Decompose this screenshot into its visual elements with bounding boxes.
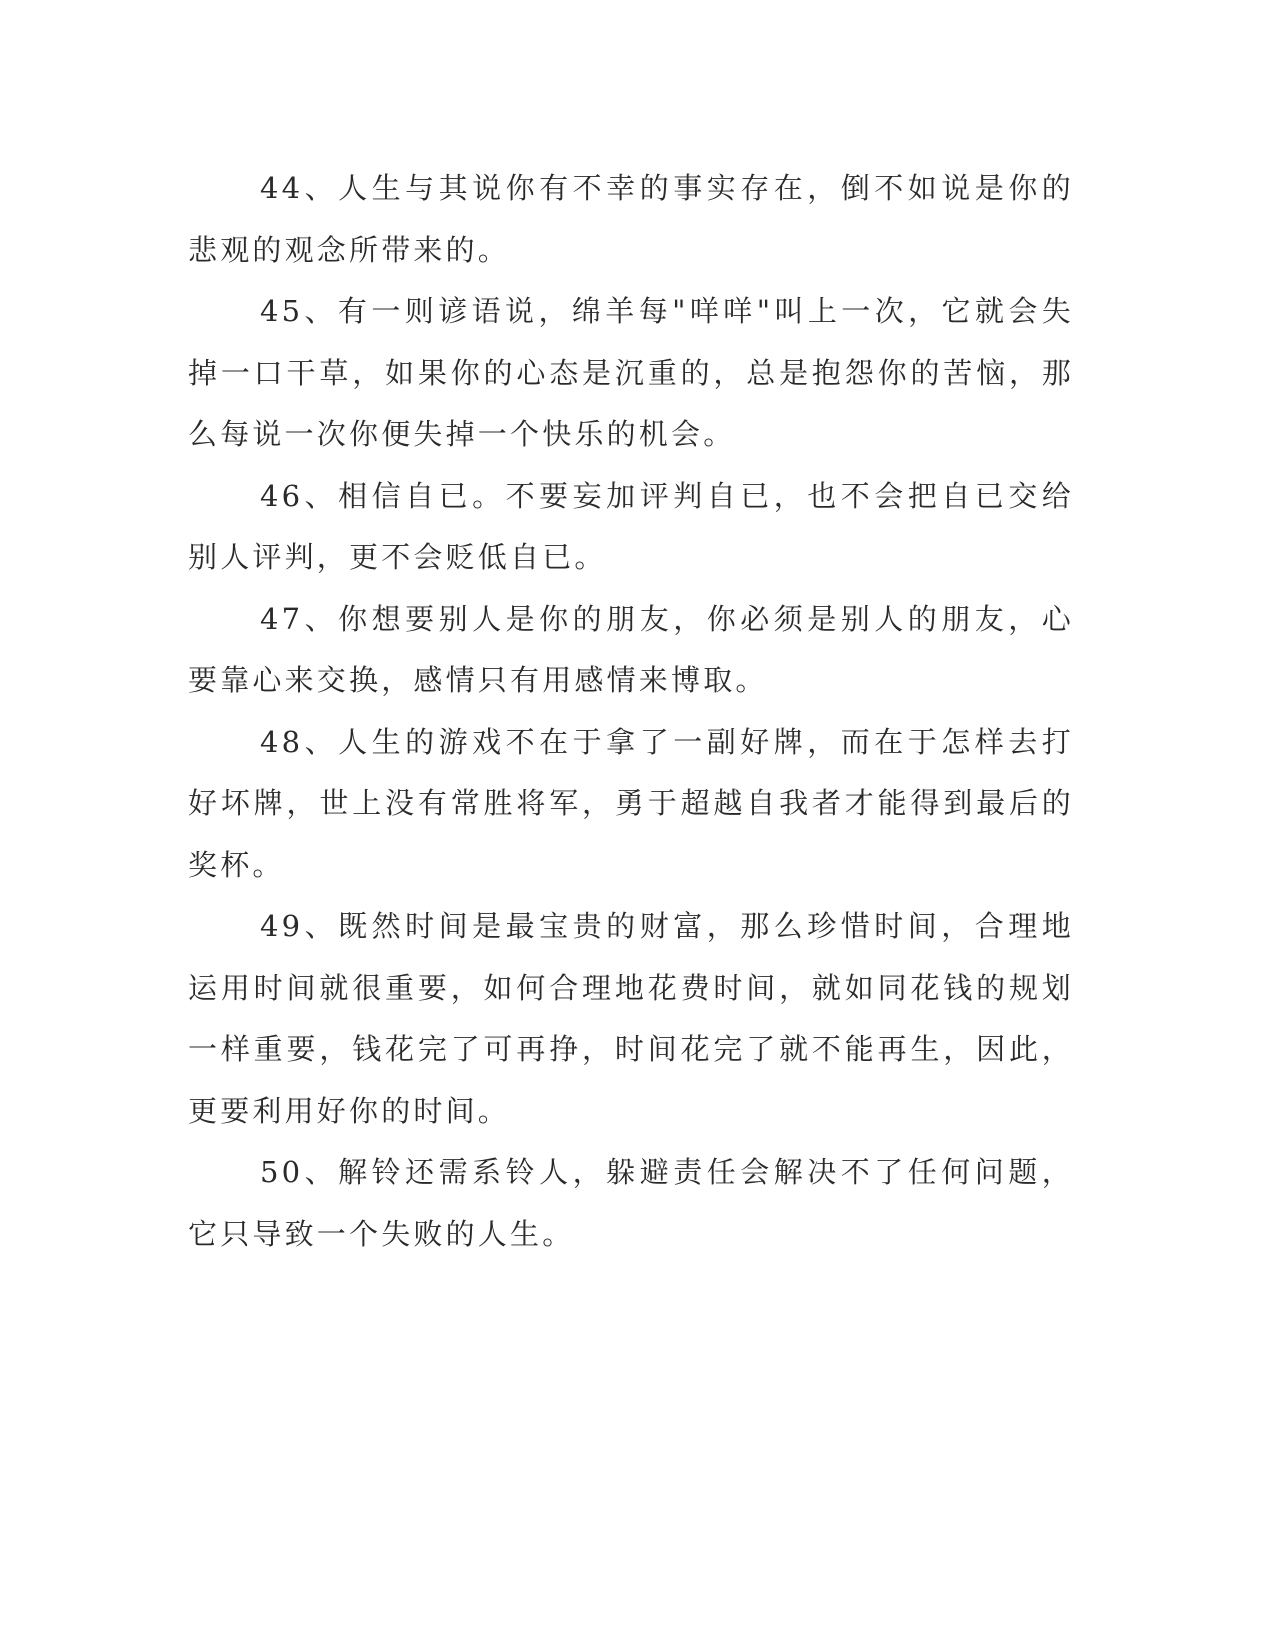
document-body (188, 158, 1074, 1265)
paragraph-47: 47、你想要别人是你的朋友，你必须是别人的朋友，心要靠心来交换，感情只有用感情来博取。 (188, 601, 1074, 697)
paragraph-45: 45、有一则谚语说，绵羊每"咩咩"叫上一次，它就会失掉一口干草，如果你的心态是沉重的，总是抱怨你的苦恼，那么每说一次你便失掉一个快乐的机会。 (188, 294, 1074, 451)
paragraph-49: 49、既然时间是最宝贵的财富，那么珍惜时间，合理地运用时间就很重要，如何合理地花费时间，就如同花钱的规划一样重要，钱花完了可再挣，时间花完了就不能再生，因此，更要利用好你的时间。 (188, 909, 1074, 1128)
paragraph-48: 48、人生的游戏不在于拿了一副好牌，而在于怎样去打好坏牌，世上没有常胜将军，勇于超越自我者才能得到最后的奖杯。 (188, 724, 1074, 882)
paragraph-46: 46、相信自已。不要妄加评判自已，也不会把自已交给别人评判，更不会贬低自已。 (188, 478, 1074, 574)
paragraph-44: 44、人生与其说你有不幸的事实存在，倒不如说是你的悲观的观念所带来的。 (188, 171, 1074, 267)
paragraph-50: 50、解铃还需系铃人，躲避责任会解决不了任何问题，它只导致一个失败的人生。 (188, 1155, 1074, 1251)
